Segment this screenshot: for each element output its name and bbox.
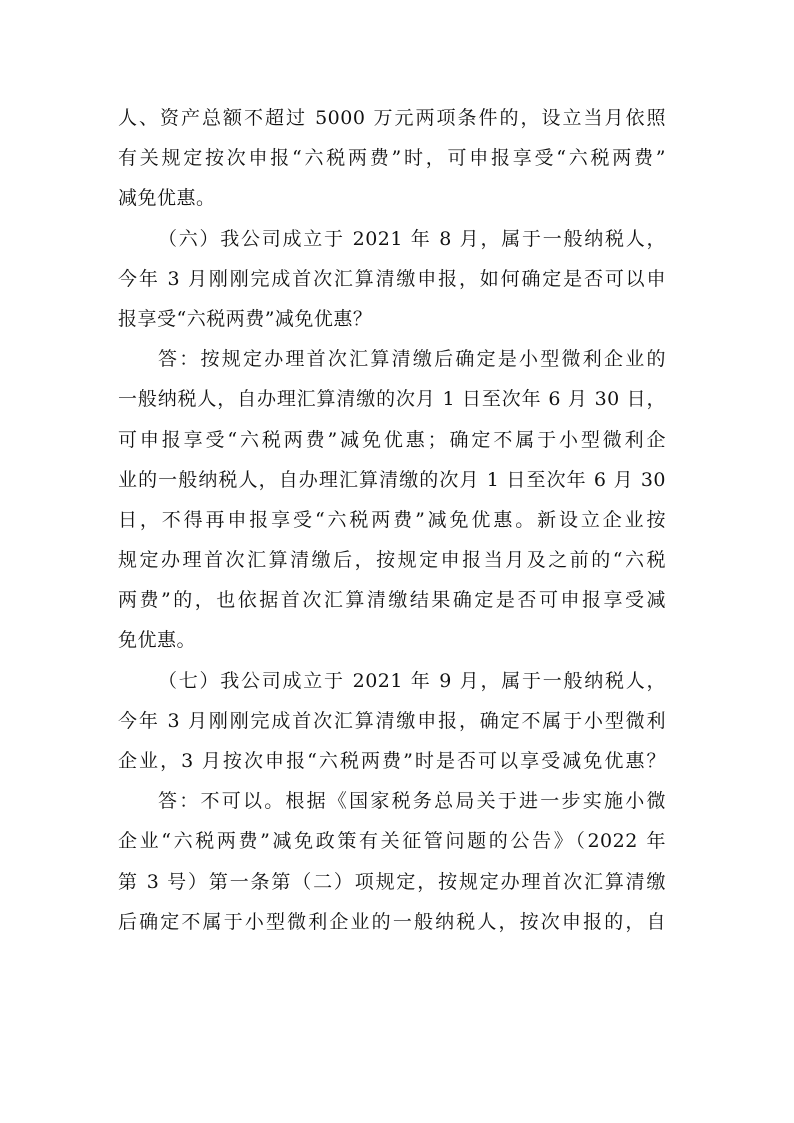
text-line: 两费”的，也依据首次汇算清缴结果确定是否可申报享受减 — [118, 589, 666, 612]
text-line: 一般纳税人，自办理汇算清缴的次月 1 日至次年 6 月 30 日， — [118, 388, 666, 411]
text-line: 业的一般纳税人，自办理汇算清缴的次月 1 日至次年 6 月 30 — [118, 468, 666, 491]
text-line: 减免优惠。 — [118, 187, 216, 210]
paragraph-continuation — [118, 98, 666, 219]
text-line: （七）我公司成立于 2021 年 9 月，属于一般纳税人， — [158, 669, 666, 692]
text-line: 今年 3 月刚刚完成首次汇算清缴申报，如何确定是否可以申 — [118, 267, 666, 290]
document-page — [118, 98, 666, 942]
text-line: 可申报享受“六税两费”减免优惠；确定不属于小型微利企 — [118, 428, 666, 451]
text-line: 日，不得再申报享受“六税两费”减免优惠。新设立企业按 — [118, 508, 666, 531]
text-line: 企业“六税两费”减免政策有关征管问题的公告》（2022 年 — [118, 830, 666, 853]
text-line: 免优惠。 — [118, 629, 197, 652]
text-line: 企业，3 月按次申报“六税两费”时是否可以享受减免优惠？ — [118, 750, 666, 772]
text-line: 后确定不属于小型微利企业的一般纳税人，按次申报的，自 — [118, 910, 666, 933]
text-line: （六）我公司成立于 2021 年 8 月，属于一般纳税人， — [158, 227, 666, 250]
text-line: 第 3 号）第一条第（二）项规定，按规定办理首次汇算清缴 — [118, 870, 666, 893]
answer-6 — [118, 339, 666, 661]
text-line: 今年 3 月刚刚完成首次汇算清缴申报，确定不属于小型微利 — [118, 709, 666, 732]
text-line: 规定办理首次汇算清缴后，按规定申报当月及之前的“六税 — [118, 549, 666, 572]
answer-7 — [118, 781, 666, 942]
text-line: 有关规定按次申报“六税两费”时，可申报享受“六税两费” — [118, 147, 666, 170]
question-6 — [118, 219, 666, 340]
text-line: 答：按规定办理首次汇算清缴后确定是小型微利企业的 — [158, 348, 666, 371]
text-line: 人、资产总额不超过 5000 万元两项条件的，设立当月依照 — [118, 107, 666, 129]
question-7 — [118, 661, 666, 782]
text-line: 答：不可以。根据《国家税务总局关于进一步实施小微 — [158, 790, 666, 813]
text-line: 报享受“六税两费”减免优惠？ — [118, 307, 373, 330]
